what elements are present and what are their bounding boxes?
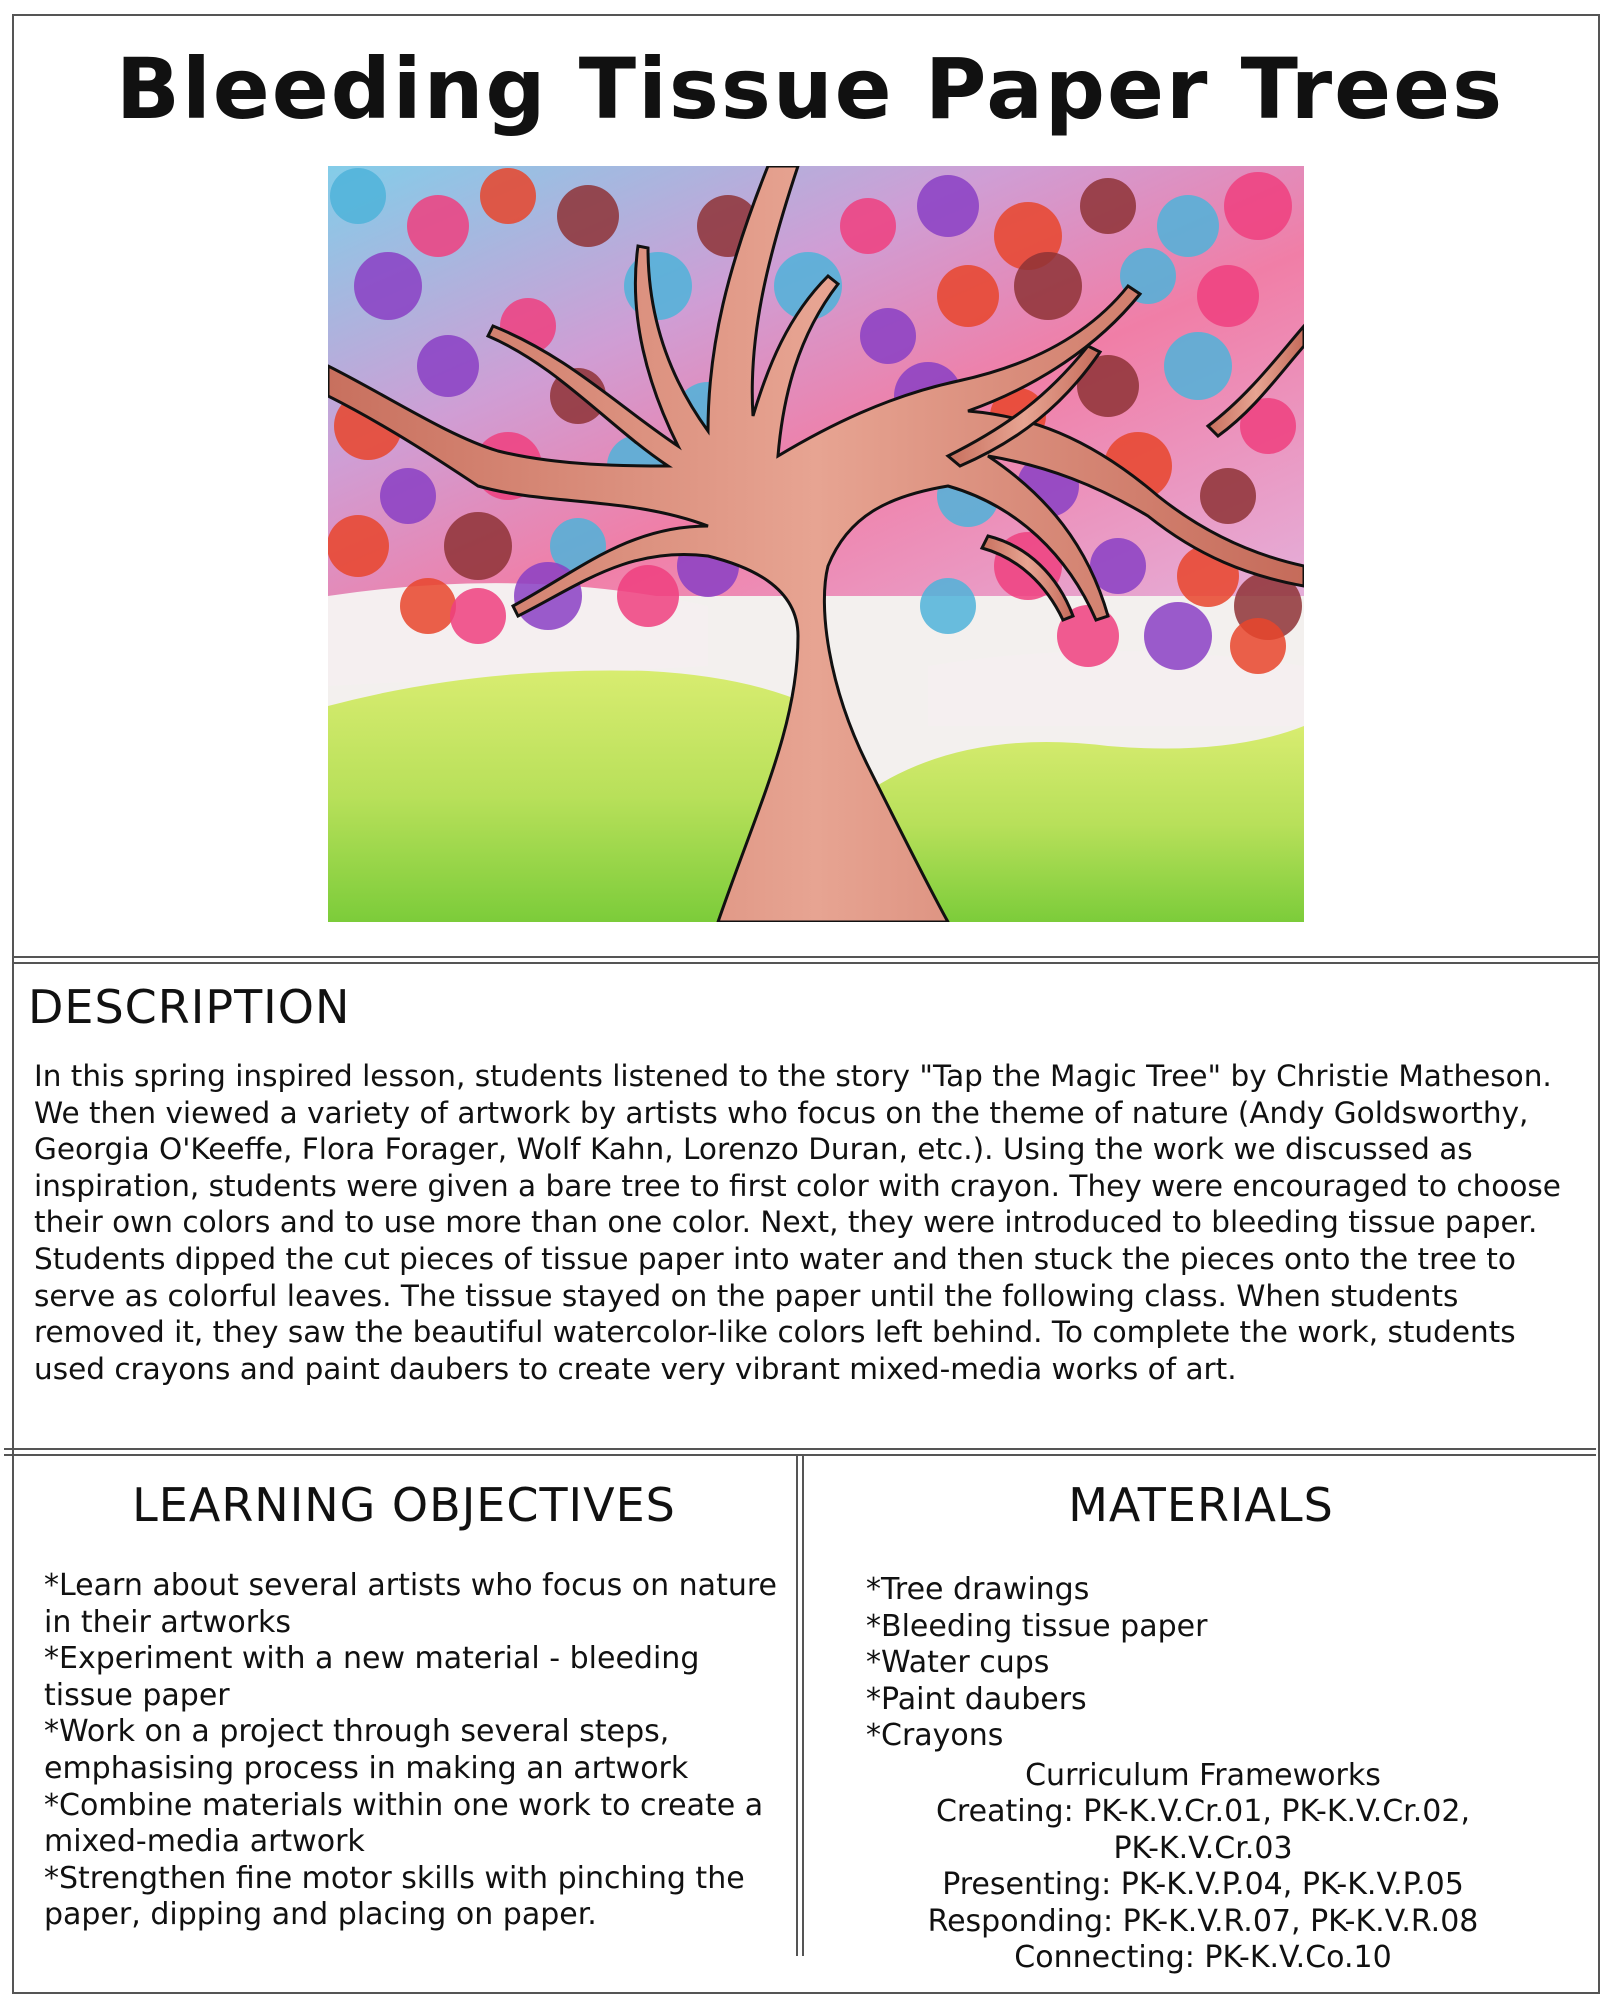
artwork-svg <box>328 166 1304 922</box>
divider-middle <box>4 1448 1596 1456</box>
tissue-dot <box>354 252 422 320</box>
divider-vertical <box>796 1456 804 1956</box>
tissue-dot <box>380 468 436 524</box>
tissue-dot <box>1164 332 1232 400</box>
tissue-dot <box>417 335 479 397</box>
curriculum-line: Connecting: PK-K.V.Co.10 <box>1014 1940 1392 1976</box>
tissue-dot <box>1197 265 1259 327</box>
objective-item: *Learn about several artists who focus on nature in their artworks <box>44 1568 777 1640</box>
material-item: *Tree drawings <box>866 1572 1090 1607</box>
objective-item: *Strengthen fine motor skills with pinching the paper, dipping and placing on paper. <box>44 1860 745 1933</box>
tissue-paper-tree-artwork <box>328 166 1304 922</box>
curriculum-line: Creating: PK-K.V.Cr.01, PK-K.V.Cr.02, <box>935 1794 1471 1830</box>
tissue-dot <box>860 308 916 364</box>
divider-top <box>14 956 1600 964</box>
curriculum-line: Presenting: PK-K.V.P.04, PK-K.V.P.05 <box>942 1867 1464 1903</box>
tissue-dot <box>920 578 976 634</box>
objective-item: *Combine materials within one work to create a mixed-media artwork <box>44 1787 764 1860</box>
tissue-dot <box>617 565 679 627</box>
tissue-dot <box>917 175 979 237</box>
tissue-dot <box>1230 618 1286 674</box>
description-heading: DESCRIPTION <box>28 980 351 1034</box>
objective-item: *Experiment with a new material - bleeding tissue paper <box>44 1641 700 1713</box>
material-item: *Crayons <box>866 1718 1004 1754</box>
materials-list <box>866 1572 1566 1755</box>
tissue-dot <box>557 185 619 247</box>
objective-item: *Work on a project through several steps, emphasising process in making an artwork <box>44 1714 689 1786</box>
material-item: *Water cups <box>866 1645 1050 1681</box>
tissue-dot <box>480 168 536 224</box>
tissue-dot <box>450 588 506 644</box>
tissue-dot <box>328 515 389 577</box>
materials-heading: MATERIALS <box>1068 1478 1334 1532</box>
curriculum-frameworks <box>808 1758 1598 1976</box>
tissue-dot <box>1224 172 1292 240</box>
tissue-dot <box>407 195 469 257</box>
tissue-dot <box>840 198 896 254</box>
tissue-dot <box>1200 468 1256 524</box>
tissue-dot <box>1080 178 1136 234</box>
tissue-dot <box>400 578 456 634</box>
tissue-dot <box>1157 195 1219 257</box>
page-title: Bleeding Tissue Paper Trees <box>115 40 1505 138</box>
curriculum-line: Responding: PK-K.V.R.07, PK-K.V.R.08 <box>927 1903 1479 1939</box>
learning-objectives-heading: LEARNING OBJECTIVES <box>132 1478 676 1532</box>
curriculum-heading: Curriculum Frameworks <box>1025 1758 1381 1793</box>
objectives-list <box>44 1568 784 1934</box>
tissue-dot <box>1014 252 1082 320</box>
material-item: *Bleeding tissue paper <box>866 1608 1208 1644</box>
tissue-dot <box>937 265 999 327</box>
tissue-dot <box>444 512 512 580</box>
curriculum-line: PK-K.V.Cr.03 <box>1113 1830 1293 1866</box>
material-item: *Paint daubers <box>866 1681 1087 1717</box>
description-text: In this spring inspired lesson, students listened to the story "Tap the Magic Tree" by Christie Matheson. We then viewed a variety of artwork by artists who focus on the theme of nature (Andy Goldsworthy, Georgia O'Keeffe, Flora Forager, Wolf Kahn, Lorenzo Duran, etc.). Using the work we discussed as inspiration, students were given a bare tree to first color with crayon. They were encouraged to choose their own colors and to use more than one color. Next, they were introduced to bleeding tissue paper. Students dipped the cut pieces of tissue paper into water and then stuck the pieces onto the tree to serve as colorful leaves. The tissue stayed on the paper until the following class. When students removed it, they saw the beautiful watercolor-like colors left behind. To complete the work, students used crayons and paint daubers to create very vibrant mixed-media works of art. <box>34 1059 1561 1386</box>
tissue-dot <box>330 168 386 224</box>
tissue-dot <box>1144 602 1212 670</box>
